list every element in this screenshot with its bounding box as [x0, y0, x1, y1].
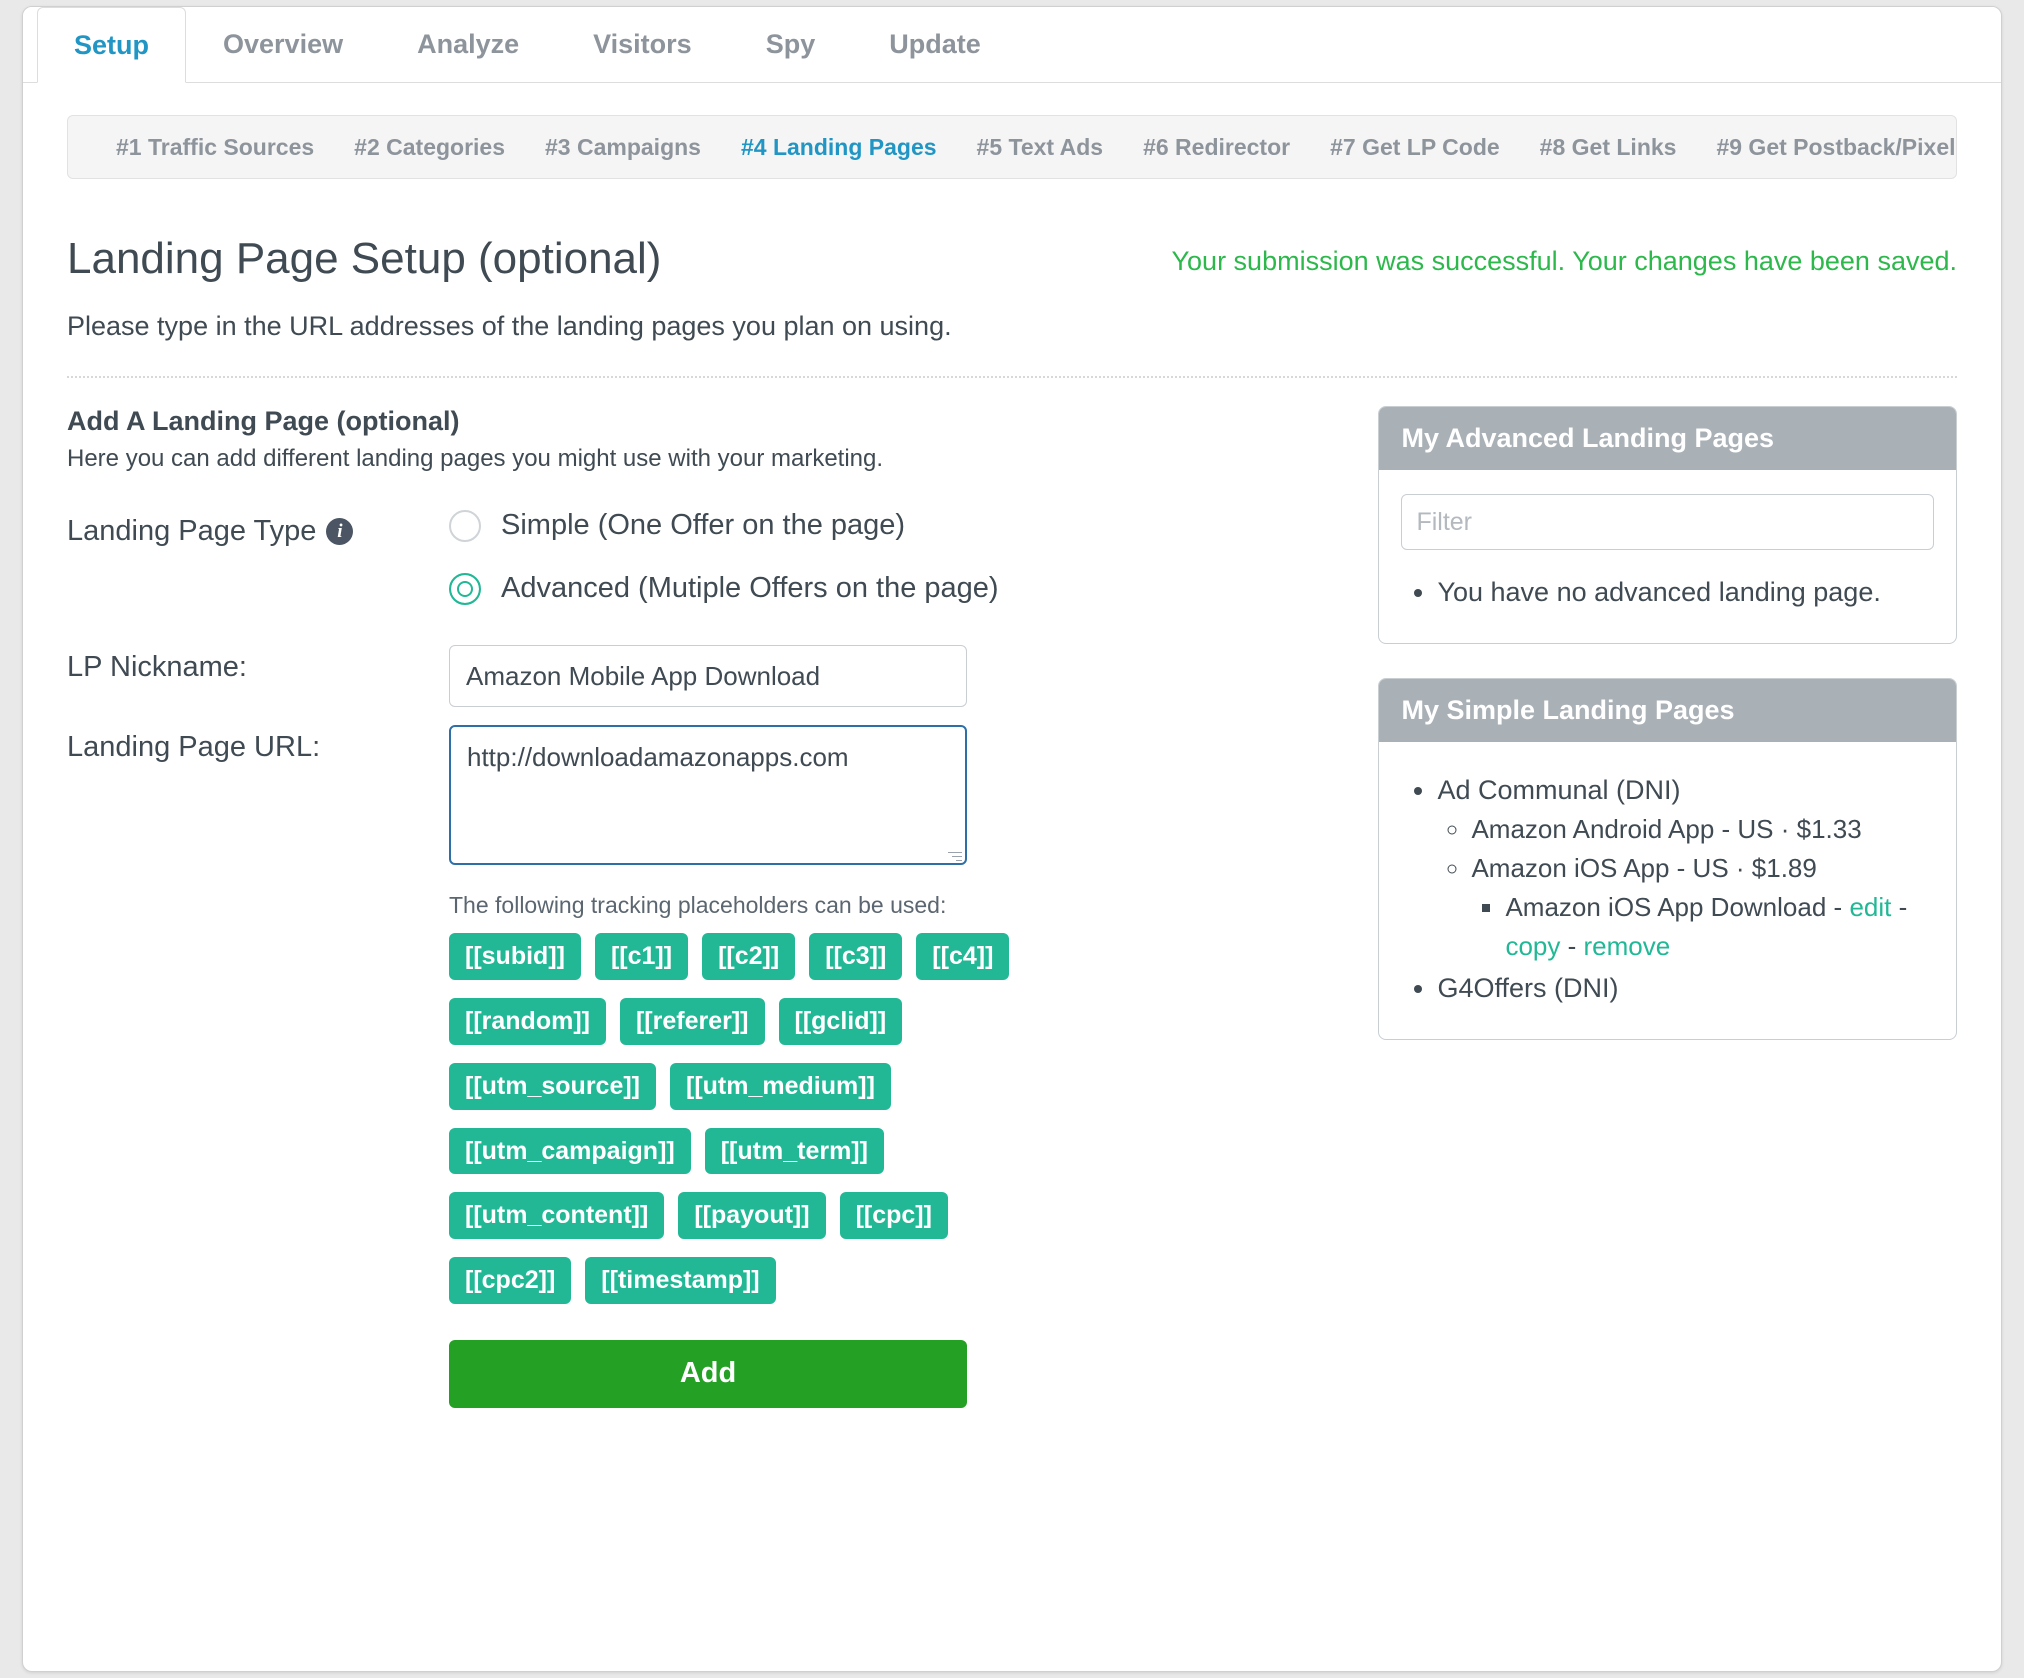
advanced-pages-empty-item: • You have no advanced landing page. [1437, 572, 1934, 613]
step-label: #8 Get Links [1539, 133, 1677, 160]
action-separator: - [1560, 931, 1584, 962]
lp-nickname-label [67, 645, 449, 684]
group-name[interactable]: G4Offers (DNI) [1437, 973, 1619, 1004]
landing-page-type-label [67, 509, 449, 548]
step-landing-pages[interactable] [721, 134, 957, 161]
placeholder-chip-row [449, 933, 1350, 980]
placeholder-chip-utm-source[interactable]: [[utm_source]] [449, 1063, 656, 1110]
radio-advanced-label: Advanced (Mutiple Offers on the page) [501, 572, 999, 605]
lp-nickname-label-text: LP Nickname: [67, 651, 247, 684]
offer-list [1437, 810, 1934, 966]
step-get-lp-code[interactable] [1310, 134, 1520, 161]
list-item-offer [1471, 810, 1934, 849]
step-get-postback-pixel[interactable] [1696, 134, 1975, 161]
action-separator: - [1891, 892, 1908, 923]
advanced-panel-title: My Advanced Landing Pages [1379, 407, 1956, 470]
list-item-offer [1471, 849, 1934, 966]
landing-page-url-textarea[interactable] [449, 725, 967, 865]
info-icon[interactable]: i [326, 518, 353, 545]
placeholder-chip-utm-medium[interactable]: [[utm_medium]] [670, 1063, 891, 1110]
placeholder-chip-timestamp[interactable]: [[timestamp]] [585, 1257, 775, 1304]
placeholder-chip-subid[interactable]: [[subid]] [449, 933, 581, 980]
step-redirector[interactable] [1123, 134, 1310, 161]
step-label: #9 Get Postback/Pixel [1716, 133, 1956, 160]
step-label: #3 Campaigns [545, 133, 701, 160]
step-traffic-sources[interactable] [96, 134, 334, 161]
step-text-ads[interactable] [957, 134, 1124, 161]
step-label: #4 Landing Pages [740, 133, 937, 160]
landing-page-url-row [67, 725, 1350, 870]
landing-page-type-label-text: Landing Page Type [67, 515, 317, 548]
placeholder-chip-rows [449, 933, 1350, 1304]
simple-pages-list [1401, 770, 1934, 1009]
page-title: Landing Page Setup (optional) [67, 234, 662, 283]
tab-label: Setup [74, 29, 150, 60]
advanced-pages-list [1401, 572, 1934, 613]
step-label: #6 Redirector [1143, 133, 1291, 160]
step-campaigns[interactable] [525, 134, 721, 161]
main-tab-bar [23, 7, 2001, 83]
advanced-filter-input[interactable] [1401, 494, 1934, 550]
placeholder-chip-utm-term[interactable]: [[utm_term]] [705, 1128, 884, 1175]
tab-label: Overview [223, 29, 344, 59]
landing-page-separator: - [1833, 892, 1850, 923]
offer-name[interactable]: Amazon iOS App - US · $1.89 [1471, 853, 1817, 884]
tab-label: Update [889, 29, 981, 59]
placeholder-chip-row [449, 1128, 1350, 1175]
list-item-group [1437, 770, 1934, 967]
radio-option-advanced[interactable] [449, 572, 999, 605]
radio-simple-label: Simple (One Offer on the page) [501, 509, 906, 542]
placeholder-chip-utm-campaign[interactable]: [[utm_campaign]] [449, 1128, 691, 1175]
radio-option-simple[interactable] [449, 509, 999, 542]
list-item-landing-page [1505, 888, 1934, 966]
add-button[interactable]: Add [449, 1340, 967, 1408]
success-message: Your submission was successful. Your changes have been saved. [1171, 246, 1957, 277]
landing-page-name: Amazon iOS App Download [1505, 892, 1827, 923]
advanced-landing-pages-panel [1378, 406, 1957, 644]
lp-nickname-row [67, 645, 1350, 707]
placeholder-chip-utm-content[interactable]: [[utm_content]] [449, 1192, 664, 1239]
edit-link[interactable]: edit [1849, 892, 1892, 923]
tab-visitors[interactable] [556, 7, 729, 82]
form-section-description: Here you can add different landing pages you might use with your marketing. [67, 445, 884, 473]
copy-link[interactable]: copy [1505, 931, 1561, 962]
tab-overview[interactable] [186, 7, 380, 82]
landing-page-url-label-text: Landing Page URL: [67, 731, 321, 764]
landing-page-type-row [67, 509, 1350, 635]
step-label: #1 Traffic Sources [116, 133, 315, 160]
offer-name[interactable]: Amazon Android App - US · $1.33 [1471, 814, 1862, 845]
step-label: #5 Text Ads [976, 133, 1104, 160]
landing-page-url-label [67, 725, 449, 764]
page-heading-row [23, 179, 2001, 283]
radio-simple-icon[interactable] [449, 510, 481, 542]
placeholder-chip-payout[interactable]: [[payout]] [678, 1192, 825, 1239]
page-subtitle: Please type in the URL addresses of the landing pages you plan on using. [67, 311, 952, 342]
placeholder-chip-cpc[interactable]: [[cpc]] [840, 1192, 948, 1239]
side-panels [1378, 406, 1957, 1408]
tab-label: Visitors [593, 29, 692, 59]
tab-setup[interactable] [37, 7, 186, 83]
radio-advanced-icon[interactable] [449, 573, 481, 605]
add-landing-page-form [67, 406, 1350, 1408]
remove-link[interactable]: remove [1583, 931, 1671, 962]
landing-page-list [1471, 888, 1934, 966]
tab-analyze[interactable] [380, 7, 556, 82]
form-section-title: Add A Landing Page (optional) [67, 406, 460, 437]
tab-label: Spy [765, 29, 816, 59]
step-label: #2 Categories [354, 133, 506, 160]
app-window [22, 6, 2002, 1672]
placeholder-chip-referer[interactable]: [[referer]] [620, 998, 765, 1045]
simple-panel-title: My Simple Landing Pages [1379, 679, 1956, 742]
tab-label: Analyze [417, 29, 520, 59]
content-columns [23, 378, 2001, 1408]
placeholder-chip-gclid[interactable]: [[gclid]] [779, 998, 903, 1045]
landing-page-url-wrapper [449, 725, 967, 870]
placeholder-chip-c3[interactable]: [[c3]] [809, 933, 902, 980]
placeholder-chip-row [449, 1063, 1350, 1110]
placeholder-chip-row [449, 1192, 1350, 1239]
advanced-panel-body [1379, 470, 1956, 643]
group-name[interactable]: Ad Communal (DNI) [1437, 774, 1681, 805]
step-label: #7 Get LP Code [1330, 133, 1500, 160]
placeholder-chip-row [449, 998, 1350, 1045]
step-bar-wrapper [23, 83, 2001, 179]
lp-nickname-input[interactable] [449, 645, 967, 707]
placeholder-chip-c1[interactable]: [[c1]] [595, 933, 688, 980]
placeholder-chip-row [449, 1257, 1350, 1304]
step-get-links[interactable] [1520, 134, 1697, 161]
placeholder-chip-random[interactable]: [[random]] [449, 998, 606, 1045]
placeholder-chip-c4[interactable]: [[c4]] [916, 933, 1009, 980]
setup-step-bar [67, 115, 1957, 179]
step-categories[interactable] [334, 134, 525, 161]
simple-landing-pages-panel [1378, 678, 1957, 1040]
placeholders-note: The following tracking placeholders can be used: [449, 892, 947, 919]
list-item-group [1437, 968, 1934, 1009]
landing-page-type-options [449, 509, 999, 635]
tab-update[interactable] [852, 7, 1018, 82]
placeholder-chip-c2[interactable]: [[c2]] [702, 933, 795, 980]
simple-panel-body [1379, 742, 1956, 1039]
tab-spy[interactable] [729, 7, 853, 82]
placeholder-chip-cpc2[interactable]: [[cpc2]] [449, 1257, 571, 1304]
